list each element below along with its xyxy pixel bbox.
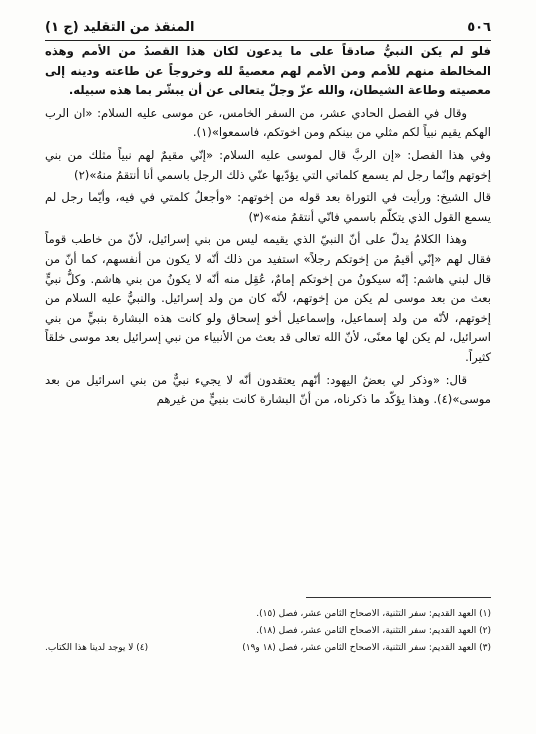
paragraph: قال: «وذكر لي بعضُ اليهود: أنّهم يعتقدون أنّه لا يجيء نبيٌّ من بني اسرائيل من بعد موسى»(٤). وهذا يؤكّد ما ذكرناه، من أنّ البشارة كانت بنبيٍّ من غيرهم bbox=[45, 372, 491, 407]
header-rule bbox=[45, 40, 491, 41]
paragraph: فلو لم يكن النبيُّ صادقاً على ما يدعون لكان هذا القصدُ من الأمم وهذه المخالطة منهم للأمم ومن الأمم لهم معصيةً لله وخروجاً عن طاعته ودينه إلى معصيته وطاعة الشيطان، والله عزّ وجلّ يتعالى عن أن يبشّر بما هذه سبيله. bbox=[45, 44, 491, 98]
footnote: (٣) العهد القديم: سفر التثنية، الاصحاح الثامن عشر، فصل (١٨ و١٩) bbox=[242, 643, 491, 653]
footnote: (٢) العهد القديم: سفر التثنية، الاصحاح الثامن عشر، فصل (١٨). bbox=[256, 626, 491, 636]
footnote-row bbox=[45, 606, 491, 623]
main-text bbox=[45, 42, 491, 413]
paragraph: قال الشيخ: ورأيت في التوراة بعد قوله من إخوتهم: «وأجعلُ كلمتي في فيه، وأيّما رجل لم يسمع القول الذي يتكلّم باسمي فانّي أنتقمُ منه»(٣) bbox=[45, 190, 491, 224]
paragraph: وهذا الكلامُ يدلّ على أنّ النبيّ الذي يقيمه ليس من بني إسرائيل، لأنّ من خاطب قوماً فقال لهم «إنّي أقيمُ من إخوتكم رجلاً» استفيد من ذلك أنّه لا يكون من أنفسهم، كما أنّ من قال لبني هاشم: إنّه سيكونُ من إخوتكم إمامٌ، عُقِل منه أنّه لا يكونُ من بني هاشم. وكلُّ نبيٍّ بعث من بعد موسى لم يكن من إخوتهم، لأنّه كان من ولد إسرائيل. والنبيُّ عليه السلام من إخوتهم، لأنّه من ولد إسماعيل، وإسماعيل أخو إسحاق ولو كانت هذه البشارة بنبيٍّ من بني اسرائيل، لم يكن لها معنًى، لأنّ الله تعالى قد بعث من الأنبياء من نبي إسرائيل بعد موسى خلقاً كثيراً. bbox=[45, 232, 491, 364]
paragraph: وفي هذا الفصل: «إن الربَّ قال لموسى عليه السلام: «إنّي مقيمٌ لهم نبياً مثلك من بني إخوتهم وإنّما رجل لم يسمع كلماتي التي يؤدّيها عنّي ذلك الرجل باسمي أنا أنتقمُ منهُ»(٢) bbox=[45, 147, 491, 182]
footnotes bbox=[45, 606, 491, 657]
page-header bbox=[45, 18, 491, 44]
running-title: المنقذ من التقليد (ج ١) bbox=[45, 20, 195, 35]
footnote: (٤) لا يوجد لدينا هذا الكتاب. bbox=[45, 643, 149, 653]
page-number: ٥٠٦ bbox=[467, 20, 491, 35]
footnote-rule bbox=[306, 597, 491, 598]
footnote: (١) العهد القديم: سفر التثنية، الاصحاح الثامن عشر، فصل (١٥). bbox=[256, 609, 491, 619]
footnote-row bbox=[45, 623, 491, 640]
paragraph: وقال في الفصل الحادي عشر، من السفر الخامس، عن موسى عليه السلام: «ان الرب الهكم يقيم نبياً لكم مثلي من بينكم ومن اخوتكم، فاسمعوا»(١). bbox=[45, 105, 491, 140]
footnote-row bbox=[45, 640, 491, 657]
